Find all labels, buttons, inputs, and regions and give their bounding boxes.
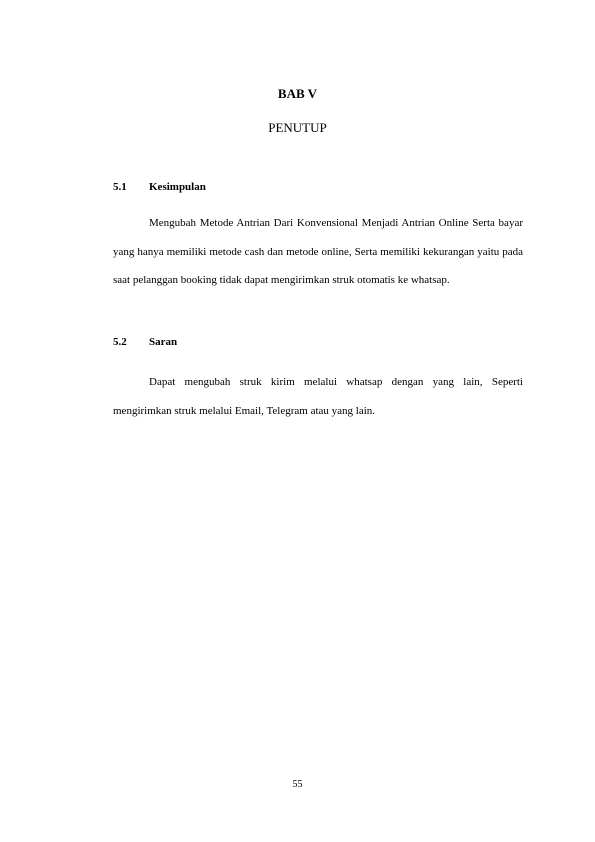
section-paragraph-kesimpulan: Mengubah Metode Antrian Dari Konvensional Menjadi Antrian Online Serta bayar yang hanya memiliki metode cash dan metode online, Serta memiliki kekurangan yaitu pada saat pelanggan booking tidak dapat mengirimkan struk otomatis ke whatsap. bbox=[113, 217, 523, 286]
section-number: 5.1 bbox=[113, 181, 127, 193]
section-title: Kesimpulan bbox=[149, 181, 206, 193]
section-title: Saran bbox=[149, 336, 178, 348]
section-heading-kesimpulan bbox=[113, 181, 206, 193]
chapter-title: PENUTUP bbox=[268, 120, 327, 135]
section-number: 5.2 bbox=[113, 336, 127, 348]
section-heading-saran bbox=[113, 336, 177, 348]
section-paragraph-saran: Dapat mengubah struk kirim melalui whatsap dengan yang lain, Seperti mengirimkan struk melalui Email, Telegram atau yang lain. bbox=[113, 376, 523, 417]
page-number: 55 bbox=[292, 779, 303, 790]
chapter-label: BAB V bbox=[277, 86, 318, 101]
